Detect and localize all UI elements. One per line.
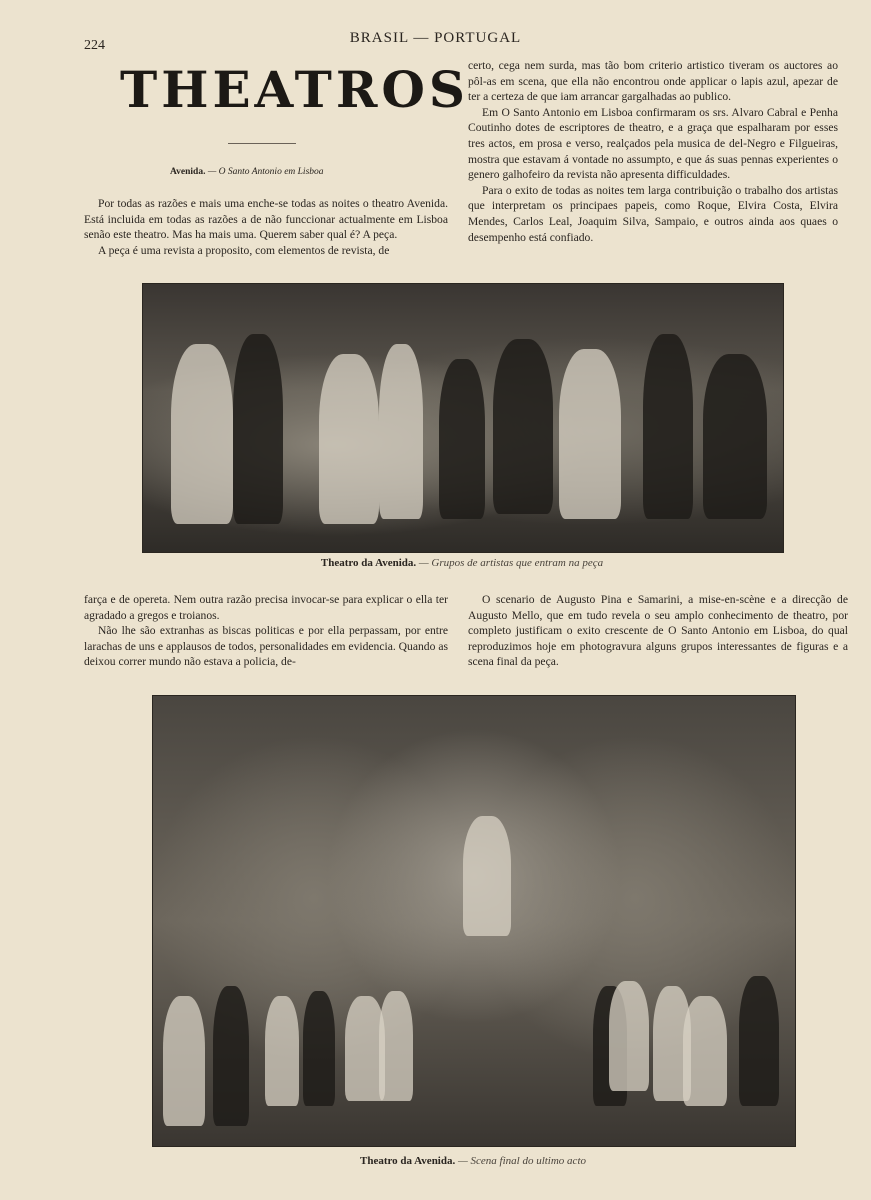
photo2-caption [152, 1155, 794, 1167]
photo1-caption [142, 557, 782, 569]
caption-description: — Grupos de artistas que entram na peça [418, 557, 604, 569]
caption-description: — Scena final do ultimo acto [457, 1155, 586, 1167]
paragraph: Para o exito de todas as noites tem larga contribuição o trabalho dos artistas que interpretam os principaes papeis, como Roque, Elvira Costa, Elvira Mendes, Carlos Leal, Joaquim Silva, Sampaio, e outros ainda aos quaes o desempenho está confiado. [468, 183, 838, 244]
photo-final-scene [152, 695, 796, 1147]
caption-theatre: Theatro da Avenida. [320, 557, 417, 569]
paragraph: Em O Santo Antonio em Lisboa confirmaram os srs. Alvaro Cabral e Penha Coutinho dotes de escriptores de theatro, e a graça que espalharam por esses tres actos, em prosa e verso, realçados pela musica de del-Negro e Filgueiras, mostra que estavam á vontade no assumpto, e que ás suas pennas experientes o genero galhofeiro da revista não apresenta difficuldades. [468, 105, 838, 182]
section-title: THEATROS [120, 60, 470, 119]
column-2-top [468, 58, 838, 245]
paragraph: A peça é uma revista a proposito, com elementos de revista, de [98, 243, 390, 257]
subhead-theatre: Avenida. [170, 167, 206, 177]
column-2-middle [468, 592, 848, 670]
paragraph: farça e de opereta. Nem outra razão precisa invocar-se para explicar o ella ter agradado a gregos e troianos. [84, 593, 448, 622]
page-number: 224 [84, 38, 105, 53]
column-1-top [84, 196, 448, 258]
photo-artist-groups [142, 283, 784, 553]
paragraph: Não lhe são extranhas as biscas politicas e por ella perpassam, por entre larachas de uns e applausos de todos, personalidades em evidencia. Quando as deixou correr mundo não estava a policia, de- [84, 624, 448, 669]
caption-theatre: Theatro da Avenida. [359, 1155, 456, 1167]
subhead-play: — O Santo Antonio em Lisboa [207, 167, 324, 177]
article-subhead [170, 167, 420, 177]
title-divider [228, 143, 296, 144]
running-title: BRASIL — PORTUGAL [349, 30, 522, 46]
paragraph: O scenario de Augusto Pina e Samarini, a mise-en-scène e a direcção de Augusto Mello, que em tudo revela o seu amplo conhecimento de theatro, por completo justificam o exito crescente de O Santo Antonio em Lisboa, do qual reproduzimos hoje em photogravura alguns grupos interessantes de figuras e a scena final da peça. [468, 593, 848, 669]
paragraph: certo, cega nem surda, mas tão bom criterio artistico tiveram os auctores ao pôl-as em scena, que ella não encontrou onde applicar o lapis azul, apezar de ter a certeza de que iam arrancar gargalhadas ao publico. [468, 59, 838, 104]
column-1-middle [84, 592, 448, 670]
paragraph: Por todas as razões e mais uma enche-se todas as noites o theatro Avenida. Está incluida em todas as razões a de não funccionar actualmente em Lisboa senão este theatro. Mas ha mais uma. Querem saber qual é? A peça. [84, 197, 448, 242]
